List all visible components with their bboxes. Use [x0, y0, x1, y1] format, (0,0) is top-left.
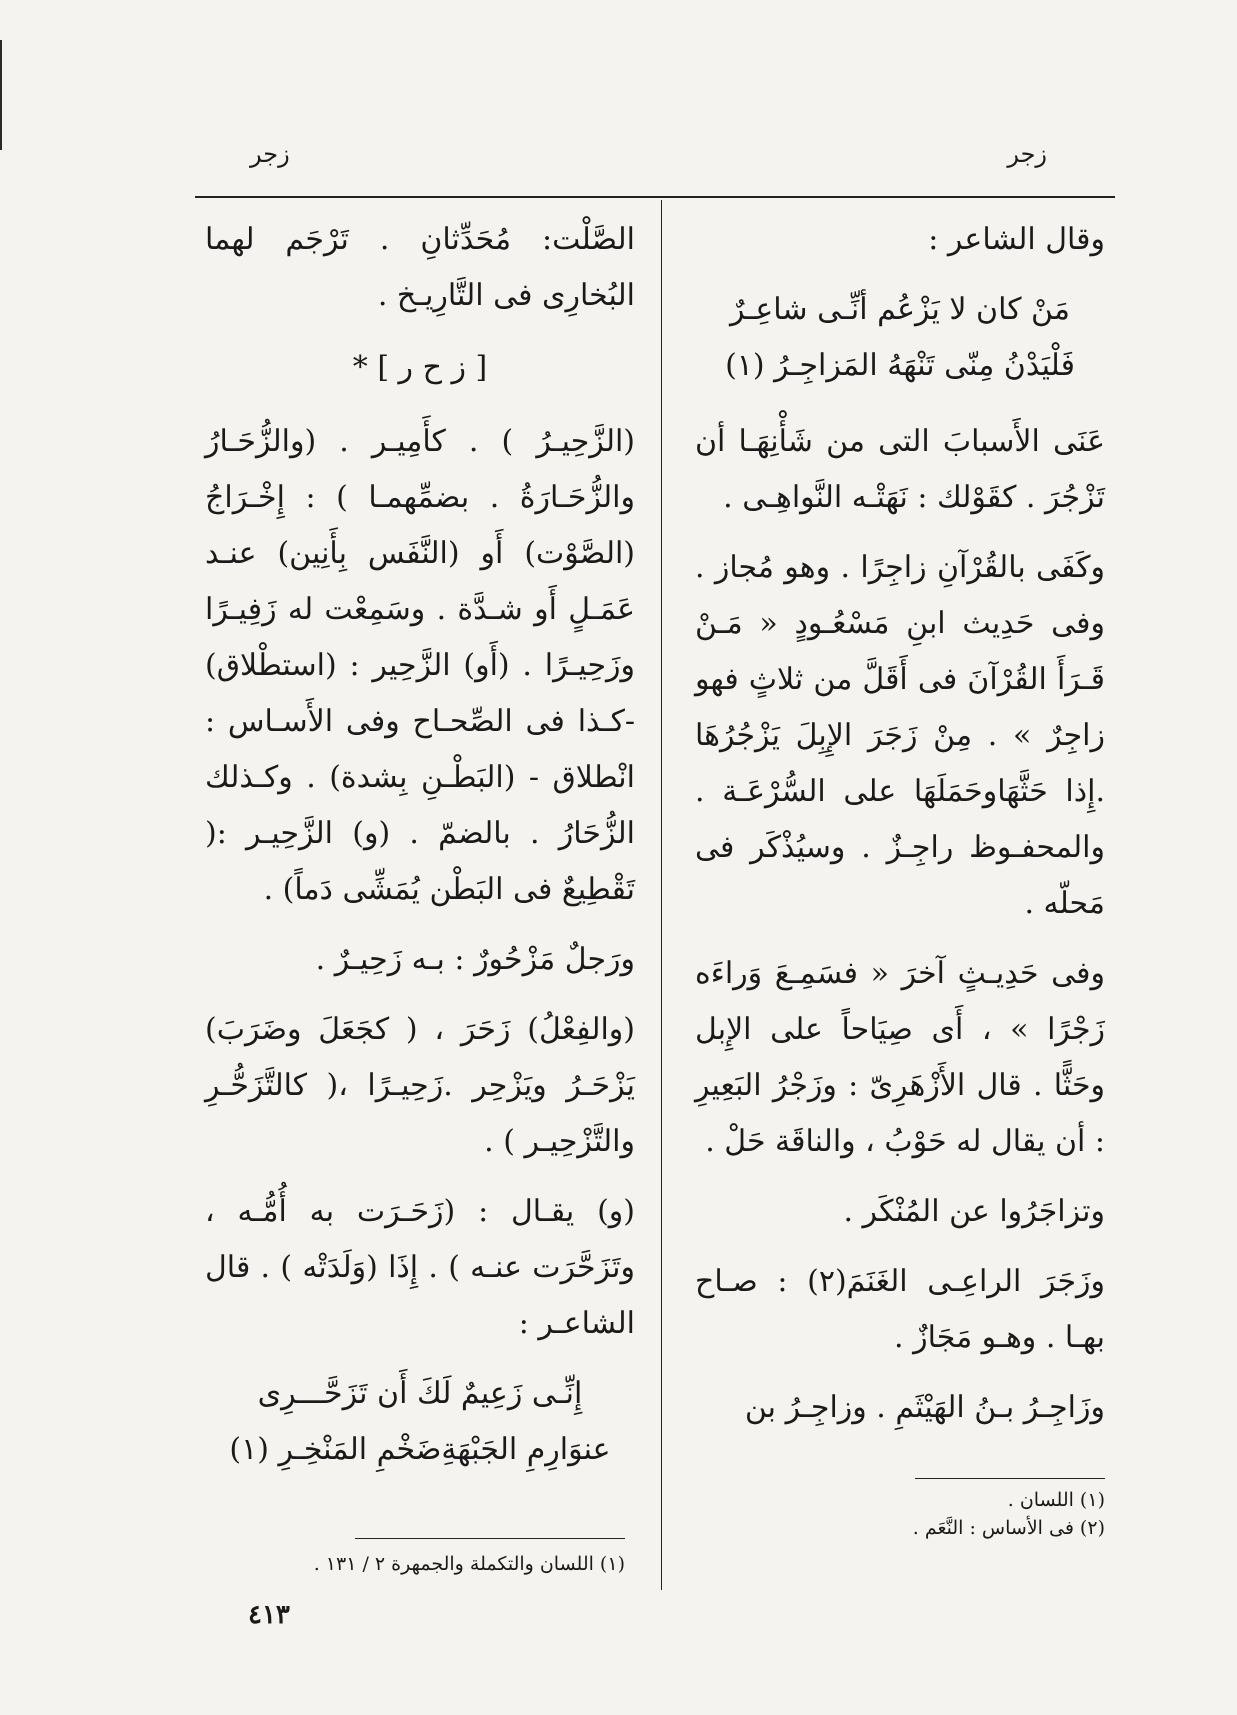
paragraph: (والفِعْلُ) زَحَرَ ، ( كجَعَلَ وضَرَبَ) يَزْحَـرُ ويَزْحِر .زَحِيـرًا ،( كالتَّزَحُّـرِ والتَّزْحِيـر ) .: [205, 1012, 635, 1159]
paragraph: الصَّلْت: مُحَدِّثانِ . تَرْجَم لهما البُخارِى فى التَّارِيـخ .: [205, 222, 635, 313]
verse-line: مَنْ كان لا يَزْعُم أنِّـى شاعِـرٌ: [730, 292, 1070, 327]
left-verse: [205, 1366, 635, 1478]
paragraph: ورَجلٌ مَزْحُورٌ : بـه زَحِيـرٌ .: [315, 942, 635, 977]
paragraph: وتزاجَرُوا عن المُنْكَر .: [843, 1194, 1105, 1229]
paragraph: وكَفَى بالقُرْآنِ زاجِرًا . وهو مُجاز . وفى حَدِيث ابنِ مَسْعُـودٍ « مَـنْ قَـرَأَ القُرْآنَ فى أَقَلَّ من ثلاثٍ فهو زاجِرٌ » . مِنْ زَجَرَ الإِبِلَ يَزْجُرُهَا .إِذا حَثَّهَاوحَمَلَهَا على السُّرْعَـة . والمحفـوظ راجِـزٌ . وسيُذْكَر فى مَحلّه .: [695, 550, 1105, 921]
footnote-rule-right: [915, 1478, 1105, 1479]
header-rule: [195, 196, 1115, 198]
footnote: (٢) فى الأساس : النَّعَم .: [912, 1517, 1105, 1539]
paragraph: عَنَى الأَسبابَ التى من شَأْنِهَـا أن تَزْجُرَ . كقَوْلك : نَهَتْـه النَّواهِـى .: [695, 424, 1105, 515]
footnotes-right: [695, 1486, 1105, 1542]
paragraph: وفى حَدِيـثٍ آخرَ « فسَمِـعَ وَراءَه زَجْرًا » ، أَى صِيَاحاً على الإِبل وحَثًّا . قال الأَزْهَرِىّ : وزَجْرُ البَعِيرِ : أن يقال له حَوْبُ ، والناقَة حَلْ .: [695, 956, 1105, 1159]
entry-heading: [ ز ح ر ] *: [352, 350, 488, 385]
column-divider: [661, 200, 662, 1590]
paragraph: وزَاجِـرُ بـنُ الهَيْثَمِ . وزاجِـرُ بن: [744, 1390, 1105, 1425]
header-word-left: زجر: [250, 140, 290, 168]
verse-line: عنوَارِمِ الجَبْهَةِضَخْمِ المَنْخِـرِ (١): [229, 1432, 611, 1467]
footnotes-left: [205, 1550, 625, 1578]
verse-line: فَلْيَدْنُ مِنّى تَنْهَهُ المَزاجِـرُ (١): [725, 348, 1075, 383]
footnote-rule-left: [355, 1538, 625, 1539]
paragraph: (و) يقـال : (زَحَـرَت به أُمُّـه ، وتَزَحَّرَت عنـه ) . إِذَا (وَلَدَتْه ) . قال الشاعـر :: [205, 1194, 635, 1341]
right-intro: وقال الشاعر :: [928, 222, 1105, 257]
right-column: [695, 212, 1105, 1450]
paragraph: (الزَّحِيـرُ ) . كأَمِيـر . (والزُّحَـارُ والزُّحَـارَةُ . بضمِّهمـا ) : إِخْـرَاجُ (الصَّوْت) أَو (النَّفَس بِأَنِين) عنـد عَمَـلٍ أَو شـدَّة . وسَمِعْت له زَفِيـرًا وزَحِيـرًا . (أَو) الزَّحِير : (استطْلاق) -كـذا فى الصِّحـاح وفى الأَسـاس : انْطلاق - (البَطْـنِ بِشدة) . وكـذلك الزُّحَارُ . بالضمّ . (و) الزَّحِيـر :( تَقْطِيعٌ فى البَطْن يُمَشِّى دَماً) .: [205, 424, 635, 907]
footnote: (١) اللسان .: [1007, 1489, 1105, 1511]
left-column: [205, 212, 635, 1498]
right-verse: [695, 282, 1105, 394]
page-edge-mark: [0, 40, 2, 150]
page-number: ٤١٣: [248, 1600, 290, 1630]
header-word-right: زجر: [1007, 140, 1047, 168]
verse-line: إِنِّـى زَعِيمٌ لَكَ أَن تَزَحَّـــرِى: [257, 1376, 583, 1411]
footnote: (١) اللسان والتكملة والجمهرة ٢ / ١٣١ .: [313, 1553, 625, 1575]
paragraph: وزَجَرَ الراعِـى الغَنَمَ(٢) : صـاح بهـا . وهـو مَجَازٌ .: [695, 1264, 1105, 1355]
